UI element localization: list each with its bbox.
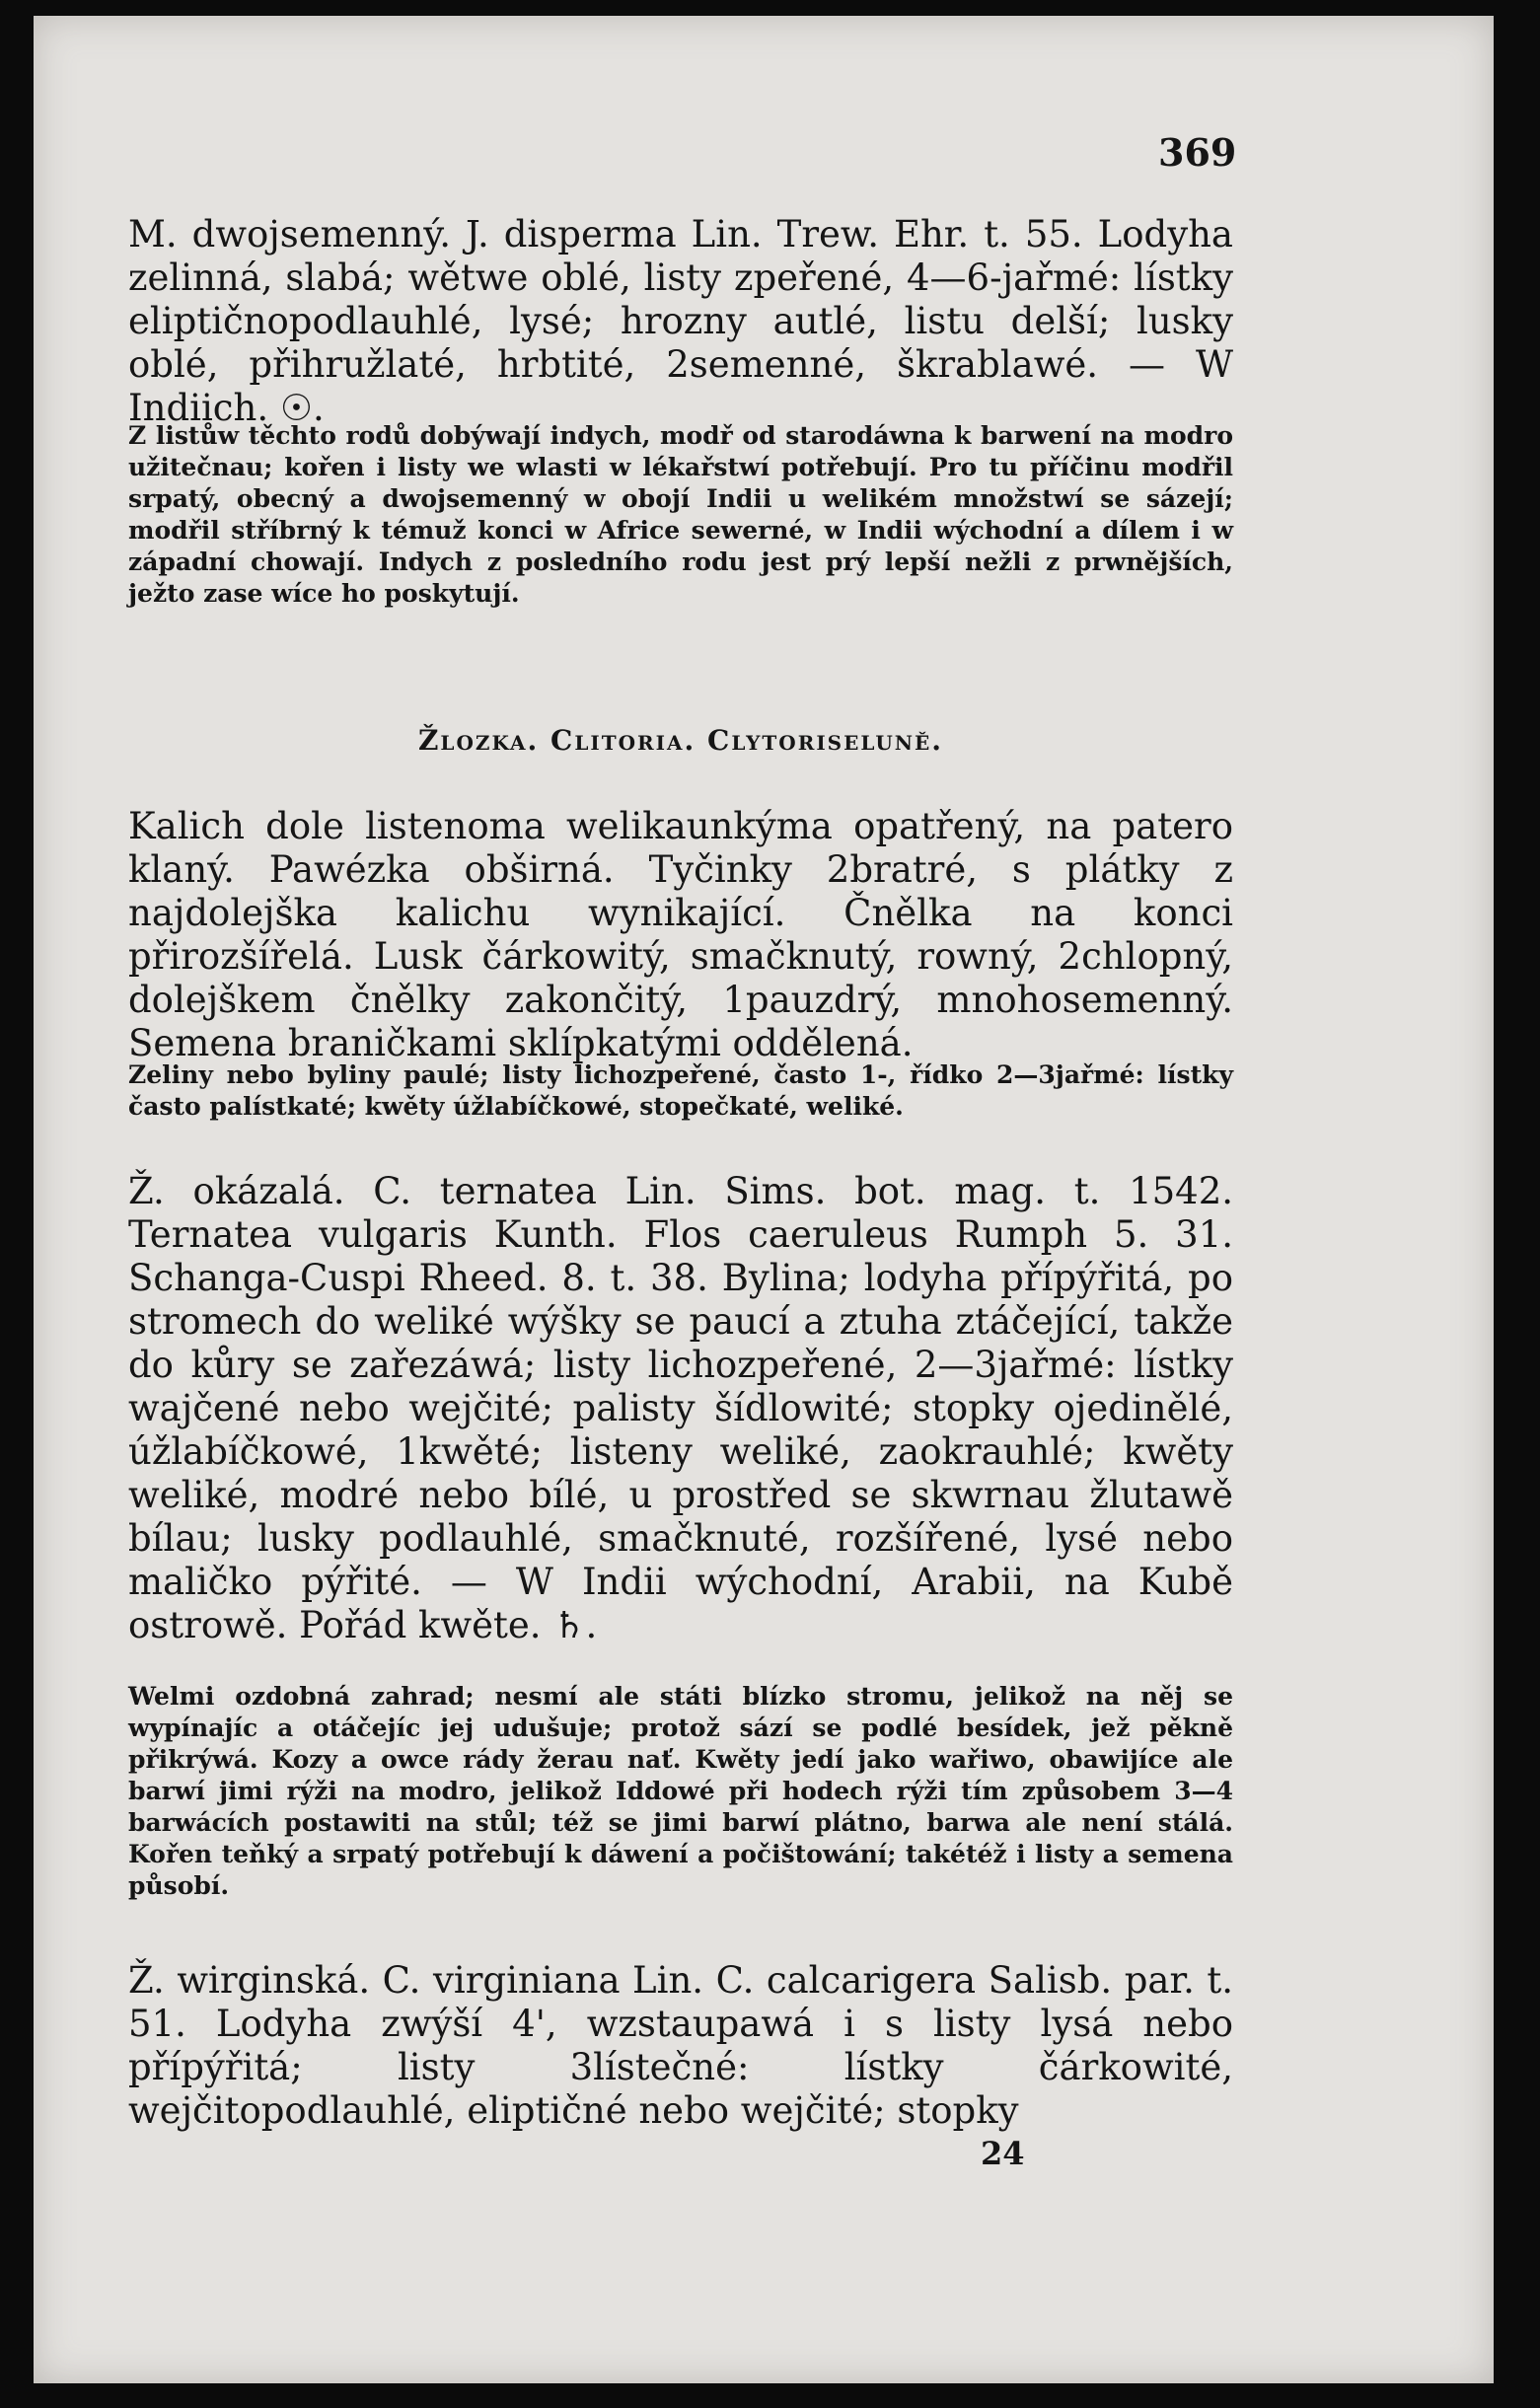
note-genus-habit: Zeliny nebo byliny paulé; listy lichozpeřené, často 1-, řídko 2—3jařmé: lístky často palístkaté; kwěty úžlabíčkowé, stopečkaté, weliké. (128, 1060, 1233, 1121)
scanned-page (34, 16, 1494, 2383)
paragraph-genus-description: Kalich dole listenoma welikaunkýma opatřený, na patero klaný. Pawézka obširná. Tyčinky 2bratré, s plátky z najdolejška kalichu wynikající. Čnělka na konci přirozšířelá. Lusk čárkowitý, smačknutý, rowný, 2chlopný, dolejškem čnělky zakončitý, 1pauzdrý, mnohosemenný. Semena braničkami sklípkatými oddělená. (128, 805, 1233, 1064)
signature-mark: 24 (981, 2135, 1025, 2172)
note-indigo-uses: Z listůw těchto rodů dobýwají indych, modř od starodáwna k barwení na modro užitečnau; kořen i listy we wlasti w lékařstwí potřebují. Pro tu příčinu modřil srpatý, obecný a dwojsemenný w obojí Indii u welikém množstwí se sázejí; modřil stříbrný k témuž konci w Africe sewerné, w Indii wýchodní a dílem i w západní chowají. Indych z posledního rodu jest prý lepší nežli z prwnějších, ježto zase wíce ho poskytují. (128, 421, 1233, 608)
paragraph-clitoria-ternatea: Ž. okázalá. C. ternatea Lin. Sims. bot. mag. t. 1542. Ternatea vulgaris Kunth. Flos caeruleus Rumph 5. 31. Schanga-Cuspi Rheed. 8. t. 38. Bylina; lodyha přípýřitá, po stromech do weliké wýšky se paucí a ztuha ztáčející, takže do kůry se zařezáwá; listy lichozpeřené, 2—3jařmé: lístky wajčené nebo wejčité; palisty šídlowité; stopky ojedinělé, úžlabíčkowé, 1kwěté; listeny weliké, zaokrauhlé; kwěty weliké, modré nebo bílé, u prostřed se skwrnau žlutawě bílau; lusky podlauhlé, smačknuté, rozšířené, lysé nebo maličko pýřité. — W Indii wýchodní, Arabii, na Kubě ostrowě. Pořád kwěte. ♄. (128, 1170, 1233, 1646)
genus-heading: Žlozka. Clitoria. Clytoriseluně. (417, 724, 944, 757)
page-number: 369 (1158, 130, 1237, 175)
paragraph-indigofera-disperma: M. dwojsemenný. J. disperma Lin. Trew. Ehr. t. 55. Lodyha zelinná, slabá; wětwe oblé, listy zpeřené, 4—6-jařmé: lístky eliptičnopodlauhlé, lysé; hrozny autlé, listu delší; lusky oblé, přihružlaté, hrbtité, 2semenné, škrablawé. — W Indiich. ☉. (128, 213, 1233, 429)
note-clitoria-uses: Welmi ozdobná zahrad; nesmí ale státi blízko stromu, jelikož na něj se wypínajíc a otáčejíc jej udušuje; protož sází se podlé besídek, jež pěkně přikrýwá. Kozy a owce rády žerau nať. Kwěty jedí jako wařiwo, obawijíce ale barwí jimi rýži na modro, jelikož Iddowé při hodech rýži tím způsobem 3—4 barwácích postawiti na stůl; též se jimi barwí plátno, barwa ale není stálá. Kořen teňký a srpatý potřebují k dáwení a počištowání; takétéž i listy a semena působí. (128, 1682, 1233, 1900)
paragraph-clitoria-virginiana: Ž. wirginská. C. virginiana Lin. C. calcarigera Salisb. par. t. 51. Lodyha zwýší 4', wzstaupawá i s listy lysá nebo přípýřitá; listy 3lístečné: lístky čárkowité, wejčitopodlauhlé, eliptičné nebo wejčité; stopky (128, 1959, 1233, 2132)
